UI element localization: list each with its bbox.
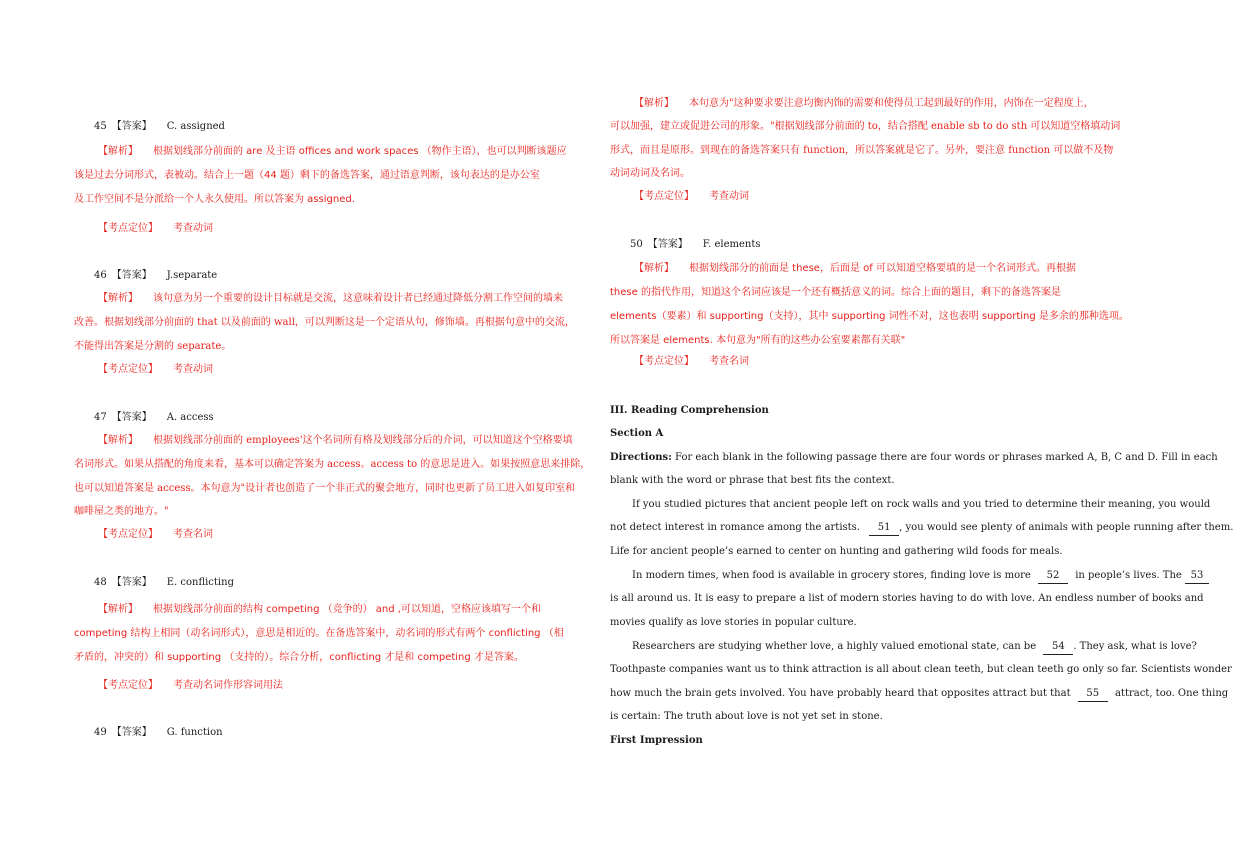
analysis-47-line-3: 也可以知道答案是 access。本句意为"设计者也创造了一个非正式的聚会地方，同时也更新了员工进入如复印室和 [74, 483, 576, 494]
passage-p1-line-1: If you studied pictures that ancient people left on rock walls and you tried to determine their meaning, you would [632, 499, 1211, 510]
section-subtitle: Section A [610, 428, 664, 439]
analysis-47-line-2: 名词形式。如果从搭配的角度来看，基本可以确定答案为 access。access to 的意思是进入。如果按照意思来排除， [74, 459, 591, 470]
answer-50: 50 【答案】 F. elements [630, 239, 761, 250]
analysis-46-line-2: 改善。根据划线部分前面的 that 以及前面的 wall，可以判断这是一个定语从句，修饰墙。再根据句意中的交流， [74, 317, 575, 328]
passage-text: attract, too. One thing [1114, 688, 1229, 699]
analysis-49-line-4: 动词动词及名词。 [610, 168, 690, 179]
answer-48: 48 【答案】 E. conflicting [94, 577, 234, 588]
passage-p2-line-3: movies qualify as love stories in popular culture. [610, 617, 857, 628]
blank-55[interactable]: 55 [1078, 687, 1108, 702]
blank-54[interactable]: 54 [1043, 640, 1073, 655]
analysis-49-line-1: 【解析】 本句意为"这种要求要注意均衡内饰的需要和使得员工起到最好的作用，内饰在一定程度上， [634, 98, 1094, 109]
analysis-48-line-2: competing 结构上相同（动名词形式），意思是相近的。在备选答案中，动名词的形式有两个 conflicting （相 [74, 628, 564, 639]
passage-p3-line-3 [610, 687, 1228, 702]
answer-49: 49 【答案】 G. function [94, 727, 223, 738]
directions-line-1 [610, 451, 1218, 465]
passage-p1-line-2 [610, 521, 1233, 536]
directions-text-1: For each blank in the following passage there are four words or phrases marked A, B, C and D. Fill in each [671, 452, 1218, 463]
passage-text: Researchers are studying whether love, a highly valued emotional state, can be [632, 641, 1037, 652]
analysis-50-line-1: 【解析】 根据划线部分的前面是 these，后面是 of 可以知道空格要填的是一个名词形式。再根据 [634, 263, 1076, 274]
blank-51[interactable]: 51 [869, 521, 899, 536]
passage-text: , you would see plenty of animals with people running after them. [899, 522, 1233, 533]
answer-46: 46 【答案】 J.separate [94, 270, 218, 281]
tag-46: 【考点定位】 考查动词 [98, 364, 213, 375]
passage-p1-line-3: Life for ancient people’s earned to center on hunting and gathering wild foods for meals. [610, 546, 1063, 557]
analysis-45-line-2: 该是过去分词形式，表被动。结合上一题（44 题）剩下的备选答案，通过语意判断，该句表达的是办公室 [74, 170, 540, 181]
answer-45: 45 【答案】 C. assigned [94, 121, 225, 132]
tag-50: 【考点定位】 考查名词 [634, 356, 749, 367]
analysis-48-line-3: 矛盾的，冲突的）和 supporting （支持的）。综合分析，conflicting 才是和 competing 才是答案。 [74, 652, 524, 663]
analysis-45-line-1: 【解析】 根据划线部分前面的 are 及主语 offices and work spaces （物作主语），也可以判断该题应 [98, 146, 567, 157]
tag-48: 【考点定位】 考查动名词作形容词用法 [98, 680, 283, 691]
subheading: First Impression [610, 735, 703, 746]
analysis-46-line-3: 不能得出答案是分割的 separate。 [74, 341, 232, 352]
analysis-49-line-3: 形式，而且是原形。到现在的备选答案只有 function，所以答案就是它了。另外，要注意 function 可以做不及物 [610, 145, 1114, 156]
passage-text: how much the brain gets involved. You have probably heard that opposites attract but that [610, 688, 1071, 699]
analysis-46-line-1: 【解析】 该句意为另一个重要的设计目标就是交流，这意味着设计者已经通过降低分割工作空间的墙来 [98, 293, 563, 304]
passage-p2-line-1 [632, 569, 1209, 584]
analysis-50-line-2: these 的指代作用，知道这个名词应该是一个还有概括意义的词。综合上面的题目，剩下的备选答案是 [610, 287, 1061, 298]
analysis-45-line-3: 及工作空间不是分派给一个人永久使用。所以答案为 assigned. [74, 194, 355, 205]
passage-text: in people’s lives. The [1075, 570, 1182, 581]
analysis-50-line-3: elements（要素）和 supporting（支持），其中 supporting 词性不对，这也表明 supporting 是多余的那种选项。 [610, 311, 1129, 322]
section-title: III. Reading Comprehension [610, 405, 769, 416]
passage-p3-line-2: Toothpaste companies want us to think attraction is all about clean teeth, but clean teeth go only so far. Scientists wonder [610, 664, 1232, 675]
passage-text: . They ask, what is love? [1073, 641, 1197, 652]
passage-p3-line-4: is certain: The truth about love is not yet set in stone. [610, 711, 883, 722]
analysis-47-line-1: 【解析】 根据划线部分前面的 employees'这个名词所有格及划线部分后的介词，可以知道这个空格要填 [98, 435, 573, 446]
answer-47: 47 【答案】 A. access [94, 412, 214, 423]
tag-47: 【考点定位】 考查名词 [98, 529, 213, 540]
blank-53[interactable]: 53 [1185, 569, 1209, 584]
tag-45: 【考点定位】 考查动词 [98, 223, 213, 234]
directions-line-2: blank with the word or phrase that best fits the context. [610, 475, 895, 486]
tag-49: 【考点定位】 考查动词 [634, 191, 749, 202]
analysis-47-line-4: 咖啡屋之类的地方。" [74, 506, 169, 517]
passage-text: not detect interest in romance among the artists. [610, 522, 860, 533]
passage-p3-line-1 [632, 640, 1197, 655]
passage-text: In modern times, when food is available in grocery stores, finding love is more [632, 570, 1031, 581]
analysis-50-line-4: 所以答案是 elements. 本句意为"所有的这些办公室要素都有关联" [610, 335, 906, 346]
blank-52[interactable]: 52 [1038, 569, 1068, 584]
passage-p2-line-2: is all around us. It is easy to prepare a list of modern stories having to do with love. An endless number of books and [610, 593, 1204, 604]
analysis-49-line-2: 可以加强，建立或促进公司的形象。"根据划线部分前面的 to，结合搭配 enable sb to do sth 可以知道空格填动词 [610, 121, 1121, 132]
directions-label: Directions: [610, 452, 672, 463]
analysis-48-line-1: 【解析】 根据划线部分前面的结构 competing （竞争的） and ,可以知道，空格应该填写一个和 [98, 604, 541, 615]
